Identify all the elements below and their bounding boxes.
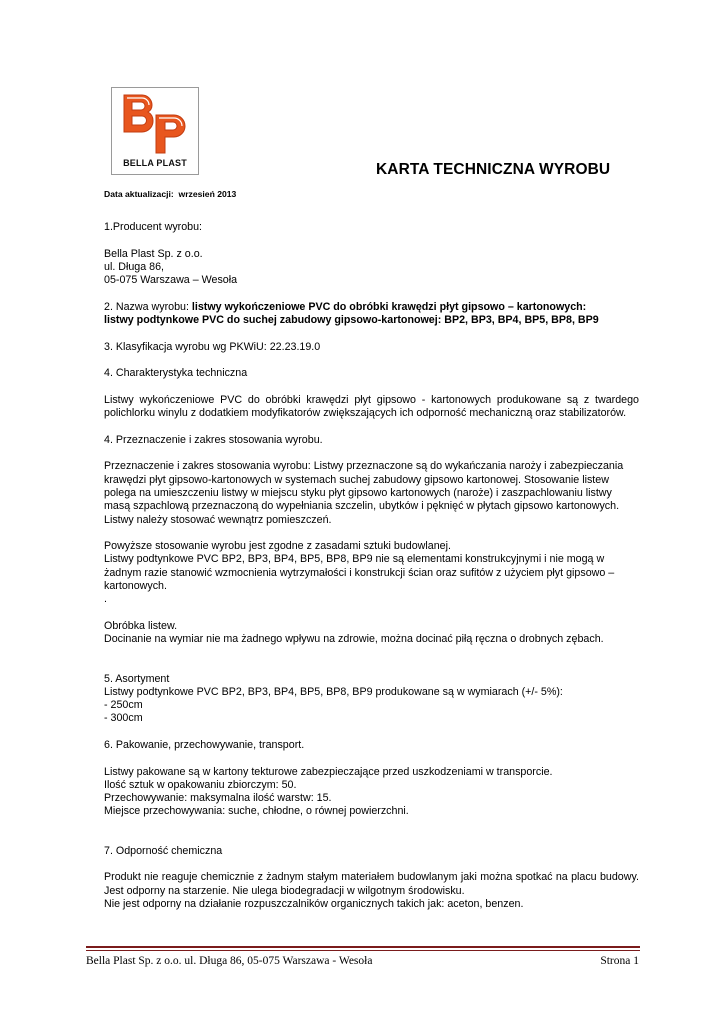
section-2-label: 2. Nazwa wyrobu: — [104, 300, 192, 313]
producer-address — [104, 248, 639, 288]
body-line: Listwy pakowane są w kartony tekturowe zabezpieczające przed uszkodzeniami w transporcie. — [104, 765, 553, 778]
section-6-body — [104, 766, 639, 819]
body-line: polega na umieszczeniu listwy w miejscu styku płyt gipsowo kartonowych (naroże) i zaszpachlowaniu listwy — [104, 486, 612, 499]
body-line: Miejsce przechowywania: suche, chłodne, o równej powierzchni. — [104, 805, 409, 818]
update-date — [104, 189, 236, 199]
body-line: masą szpachlową przeznaczoną do wypełniania szczelin, ubytków i pęknięć w płytach gipsowo kartonowych. — [104, 500, 620, 513]
body-line: - 250cm — [104, 699, 143, 712]
body-line: Powyższe stosowanie wyrobu jest zgodne z zasadami sztuki budowlanej. — [104, 540, 451, 553]
body-line: Przechowywanie: maksymalna ilość warstw: 15. — [104, 792, 332, 805]
logo-text: BELLA PLAST — [123, 158, 187, 168]
section-4-body: Listwy wykończeniowe PVC do obróbki krawędzi płyt gipsowo - kartonowych produkowane są z twardego polichlorku winylu z dodatkiem modyfikatorów zwiększających ich odporność mechaniczną oraz stabilizatorów. — [104, 393, 639, 420]
body-line: kartonowych. — [104, 580, 167, 593]
body-line: Nie jest odporny na działanie rozpuszczalników organicznych takich jak: aceton, benzen. — [104, 897, 524, 910]
processing-heading: Obróbka listew. — [104, 619, 178, 632]
section-7-heading: 7. Odporność chemiczna — [104, 844, 223, 857]
product-name-line-2: listwy podtynkowe PVC do suchej zabudowy gipsowo-kartonowej: BP2, BP3, BP4, BP5, BP8, BP9 — [104, 314, 599, 327]
body-line: krawędzi płyt gipsowo-kartonowych w systemach suchej zabudowy gipsowo kartonowej. Stosowanie listew — [104, 473, 609, 486]
section-5-heading: 5. Asortyment — [104, 672, 170, 685]
footer-rule — [86, 946, 640, 948]
body-line: Ilość sztuk w opakowaniu zbiorczym: 50. — [104, 778, 297, 791]
processing-note — [104, 620, 639, 647]
processing-text: Docinanie na wymiar nie ma żadnego wpływu na zdrowie, można docinać piłą ręczna o drobnych zębach. — [104, 633, 604, 646]
section-4-heading: 4. Charakterystyka techniczna — [104, 367, 248, 380]
bp-logo-mark — [118, 91, 192, 157]
company-logo — [111, 87, 199, 175]
document-body — [104, 221, 639, 925]
section-1-heading: 1.Producent wyrobu: — [104, 221, 203, 233]
address-line: Bella Plast Sp. z o.o. — [104, 247, 203, 260]
body-line: Produkt nie reaguje chemicznie z żadnym stałym materiałem budowlanym jaki można spotkać na placu budowy. Jest odporny na starzenie. Nie ulega biodegradacji w wilgotnym środowisku. — [104, 871, 639, 897]
section-4b-heading: 4. Przeznaczenie i zakres stosowania wyrobu. — [104, 433, 323, 446]
body-line: żadnym razie stanowić wzmocnienia wytrzymałości i konstrukcji ścian oraz sufitów z użyciem płyt gipsowo – — [104, 566, 615, 579]
footer-address: Bella Plast Sp. z o.o. ul. Długa 86, 05-075 Warszawa - Wesoła — [86, 955, 373, 967]
section-3-classification: 3. Klasyfikacja wyrobu wg PKWiU: 22.23.19.0 — [104, 340, 321, 353]
product-name-line-1: listwy wykończeniowe PVC do obróbki krawędzi płyt gipsowo – kartonowych: — [191, 300, 587, 313]
body-line: Przeznaczenie i zakres stosowania wyrobu: Listwy przeznaczone są do wykańczania naroży i zabezpieczania — [104, 460, 624, 473]
body-line: - 300cm — [104, 712, 143, 725]
section-7-body — [104, 871, 639, 911]
address-line: 05-075 Warszawa – Wesoła — [104, 274, 238, 287]
section-2-product-name — [104, 301, 639, 328]
section-6-heading: 6. Pakowanie, przechowywanie, transport. — [104, 738, 305, 751]
page-number: Strona 1 — [600, 955, 639, 967]
body-line: . — [104, 593, 107, 606]
compliance-note — [104, 540, 639, 606]
address-line: ul. Długa 86, — [104, 260, 165, 273]
update-value: wrzesień 2013 — [178, 189, 237, 199]
footer-rule-thin — [86, 950, 640, 951]
section-4b-body — [104, 460, 639, 526]
body-line: Listwy podtynkowe PVC BP2, BP3, BP4, BP5, BP8, BP9 nie są elementami konstrukcyjnymi i nie mogą w — [104, 553, 605, 566]
document-title: KARTA TECHNICZNA WYROBU — [376, 161, 611, 178]
body-line: Listwy należy stosować wewnątrz pomieszczeń. — [104, 513, 332, 526]
update-label: Data aktualizacji: — [104, 189, 174, 199]
section-5-assortment — [104, 673, 639, 726]
body-line: Listwy podtynkowe PVC BP2, BP3, BP4, BP5, BP8, BP9 produkowane są w wymiarach (+/- 5%): — [104, 685, 563, 698]
